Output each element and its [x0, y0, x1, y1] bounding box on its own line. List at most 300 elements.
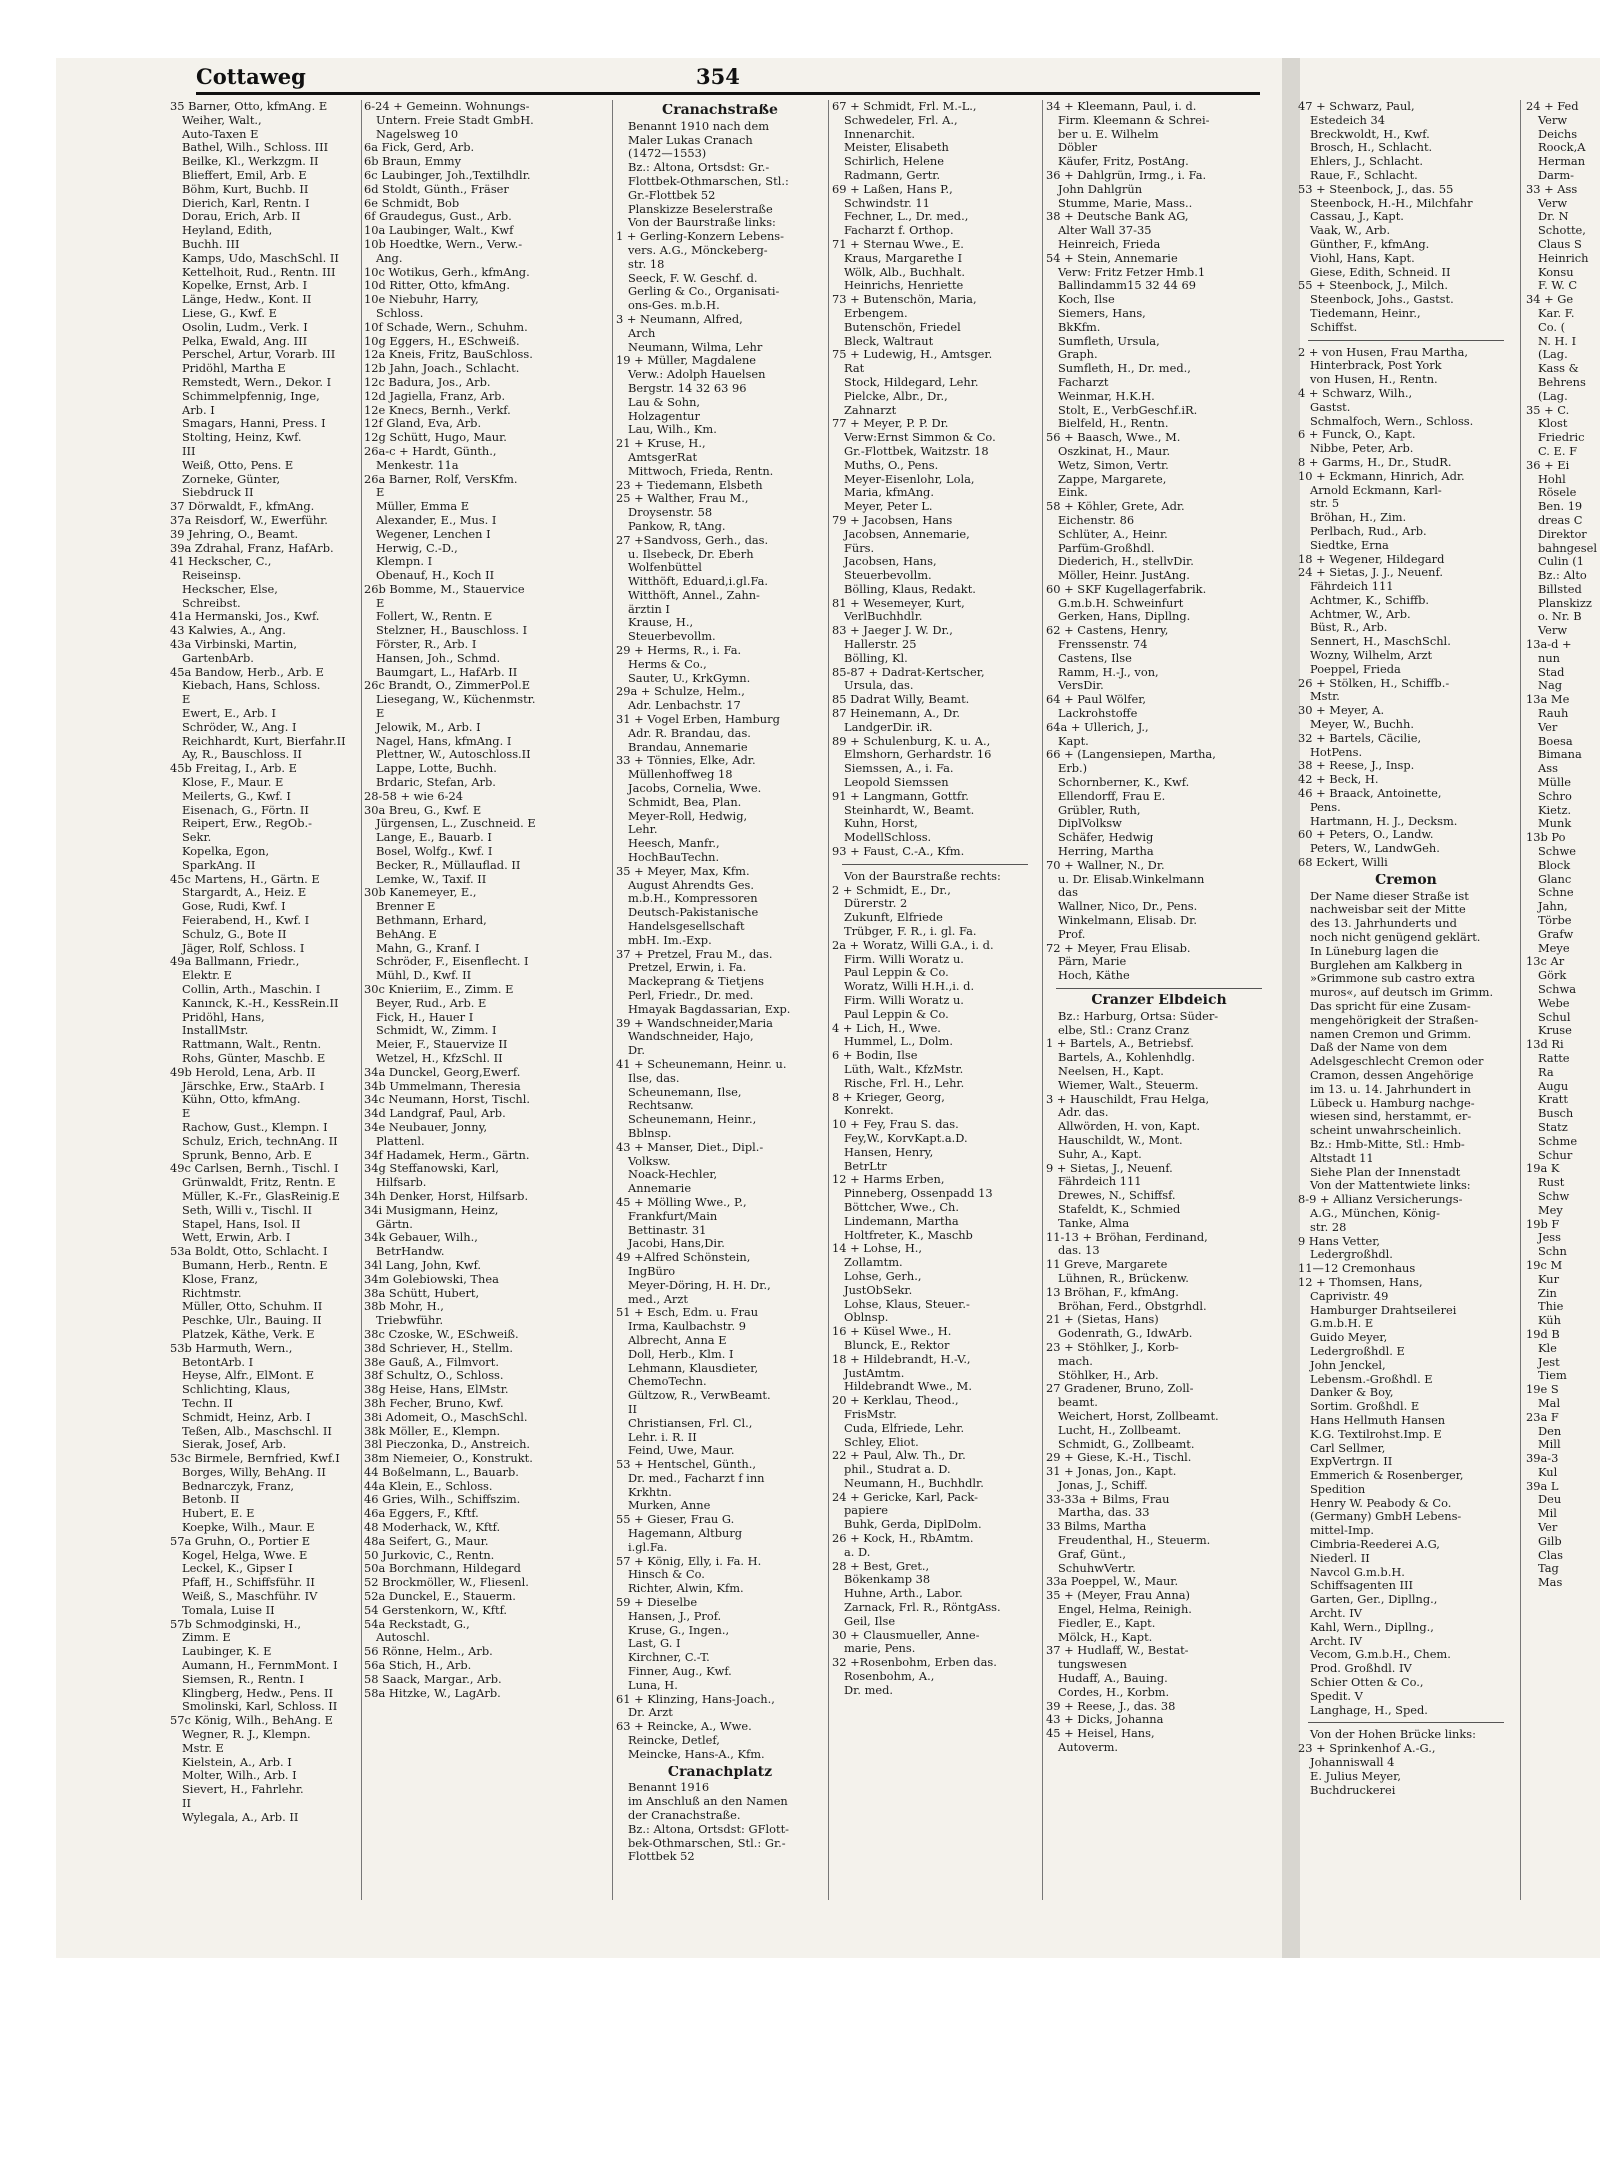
directory-entry: 29 + Herms, R., i. Fa.: [616, 644, 742, 658]
directory-entry: Feind, Uwe, Maur.: [628, 1444, 735, 1458]
directory-entry: Pinneberg, Ossenpadd 13: [844, 1187, 993, 1201]
directory-entry: Schröder, W., Ang. I: [182, 720, 297, 734]
directory-entry: Direktor: [1538, 527, 1587, 541]
directory-entry: Neumann, Wilma, Lehr: [628, 340, 763, 354]
directory-entry: Freudenthal, H., Steuerm.: [1058, 1534, 1211, 1548]
directory-entry: Nagelsweg 10: [376, 127, 459, 141]
directory-entry: Eink.: [1058, 486, 1088, 500]
page-number: 354: [696, 64, 740, 89]
directory-entry: 54a Reckstadt, G.,: [364, 1617, 470, 1631]
directory-entry: Zukunft, Elfriede: [844, 911, 943, 925]
directory-entry: Vecom, G.m.b.H., Chem.: [1310, 1648, 1451, 1662]
directory-entry: Nag: [1538, 679, 1563, 693]
directory-entry: E: [182, 1107, 191, 1121]
directory-entry: Meier, F., Stauervize II: [376, 1038, 508, 1052]
directory-entry: Webe: [1538, 996, 1570, 1010]
directory-entry: Ehlers, J., Schlacht.: [1310, 155, 1423, 169]
directory-entry: Meincke, Hans-A., Kfm.: [628, 1747, 765, 1761]
directory-entry: Buchh. III: [182, 237, 240, 251]
directory-entry: 34 + Ge: [1526, 293, 1574, 307]
directory-entry: 39 + Wandschneider,Maria: [616, 1016, 773, 1030]
directory-entry: Dorau, Erich, Arb. II: [182, 210, 301, 224]
directory-entry: 30b Kanemeyer, E.,: [364, 886, 477, 900]
directory-entry: Ilse, das.: [628, 1071, 680, 1085]
directory-entry: 12f Gland, Eva, Arb.: [364, 417, 482, 431]
directory-entry: Heinreich, Frieda: [1058, 237, 1161, 251]
directory-entry: Johanniswall 4: [1310, 1756, 1395, 1770]
directory-entry: 38i Adomeit, O., MaschSchl.: [364, 1410, 528, 1424]
directory-entry: Frenssenstr. 74: [1058, 638, 1148, 652]
directory-entry: Elmshorn, Gerhardstr. 16: [844, 748, 992, 762]
directory-entry: Siemssen, A., i. Fa.: [844, 762, 954, 776]
directory-entry: tungswesen: [1058, 1658, 1127, 1672]
directory-entry: 72 + Meyer, Frau Elisab.: [1046, 941, 1191, 955]
directory-entry: 41 Heckscher, C.,: [170, 555, 272, 569]
directory-entry: SparkAng. II: [182, 858, 256, 872]
directory-entry: Stumme, Marie, Mass..: [1058, 196, 1193, 210]
directory-entry: Jess: [1538, 1231, 1561, 1245]
directory-entry: 6 + Bodin, Ilse: [832, 1049, 918, 1063]
directory-entry: Lübeck u. Hamburg nachge-: [1310, 1096, 1475, 1110]
directory-entry: Flottbek 52: [628, 1850, 695, 1864]
directory-entry: Planskizze Beselerstraße: [628, 202, 773, 216]
directory-entry: Volksw.: [628, 1154, 671, 1168]
directory-entry: Brdaric, Stefan, Arb.: [376, 776, 496, 790]
directory-entry: Sekr.: [182, 831, 212, 845]
directory-entry: 60 + SKF Kugellagerfabrik.: [1046, 582, 1207, 596]
directory-entry: 6e Schmidt, Bob: [364, 196, 460, 210]
directory-entry: Alter Wall 37-35: [1058, 224, 1152, 238]
directory-entry: Bz.: Alto: [1538, 569, 1587, 583]
directory-entry: 43a Virbinski, Martin,: [170, 638, 297, 652]
directory-entry: 37 + Pretzel, Frau M., das.: [616, 947, 773, 961]
directory-entry: Blunck, E., Rektor: [844, 1338, 950, 1352]
directory-entry: 53 + Steenbock, J., das. 55: [1298, 182, 1454, 196]
directory-entry: 8 + Garms, H., Dr., StudR.: [1298, 455, 1452, 469]
directory-entry: Meilerts, G., Kwf. I: [182, 789, 291, 803]
directory-entry: Scheunemann, Ilse,: [628, 1085, 742, 1099]
directory-entry: Schäfer, Hedwig: [1058, 831, 1154, 845]
directory-entry: 35 + Meyer, Max, Kfm.: [616, 864, 750, 878]
directory-entry: Rat: [844, 362, 865, 376]
directory-entry: Gilb: [1538, 1534, 1562, 1548]
directory-entry: 55 + Gieser, Frau G.: [616, 1513, 735, 1527]
directory-entry: Estedeich 34: [1310, 113, 1385, 127]
directory-entry: Jürgensen, L., Zuschneid. E: [376, 817, 536, 831]
directory-entry: 38l Pieczonka, D., Anstreich.: [364, 1438, 531, 1452]
directory-entry: Collin, Arth., Maschin. I: [182, 983, 321, 996]
directory-entry: Albrecht, Anna E: [628, 1333, 727, 1347]
directory-entry: Peters, W., LandwGeh.: [1310, 842, 1440, 856]
directory-entry: Schme: [1538, 1134, 1578, 1148]
directory-entry: Facharzt f. Orthop.: [844, 224, 954, 238]
directory-entry: Thie: [1538, 1300, 1564, 1314]
directory-entry: Dr. N: [1538, 210, 1569, 224]
directory-entry: 37 + Hudlaff, W., Bestat-: [1046, 1644, 1189, 1658]
directory-entry: »Grimmone sub castro extra: [1310, 972, 1475, 986]
directory-entry: Weinmar, H.K.H.: [1058, 389, 1155, 403]
directory-entry: ChemoTechn.: [628, 1375, 707, 1389]
directory-entry: Klost: [1538, 417, 1568, 431]
directory-entry: 87 Heinemann, A., Dr.: [832, 707, 961, 721]
directory-entry: 35 + (Meyer, Frau Anna): [1046, 1589, 1190, 1603]
directory-entry: 33a Poeppel, W., Maur.: [1046, 1575, 1179, 1589]
directory-entry: Mil: [1538, 1507, 1557, 1521]
directory-entry: Suhr, A., Kapt.: [1058, 1147, 1142, 1161]
directory-entry: Langhage, H., Sped.: [1310, 1703, 1428, 1717]
directory-entry: 13a-d +: [1526, 638, 1572, 652]
directory-entry: Drewes, N., Schiffsf.: [1058, 1189, 1176, 1203]
directory-entry: Oszkinat, H., Maur.: [1058, 444, 1171, 458]
directory-entry: 10 + Fey, Frau S. das.: [832, 1118, 959, 1132]
directory-entry: Christiansen, Frl. Cl.,: [628, 1416, 753, 1430]
directory-entry: 19b F: [1526, 1217, 1560, 1231]
directory-entry: Sprunk, Benno, Arb. E: [182, 1148, 312, 1162]
directory-entry: 67 + Schmidt, Frl. M.-L.,: [832, 100, 977, 113]
directory-entry: 12b Jahn, Joach., Schlacht.: [364, 362, 520, 376]
directory-entry: Witthöft, Annel., Zahn-: [628, 588, 760, 602]
directory-entry: 56a Stich, H., Arb.: [364, 1659, 472, 1673]
directory-entry: 19e S: [1526, 1383, 1559, 1397]
directory-entry: ExpVertrgn. II: [1310, 1455, 1393, 1469]
directory-entry: 69 + Laßen, Hans P.,: [832, 182, 953, 196]
directory-entry: Ra: [1538, 1065, 1554, 1079]
directory-entry: Kass &: [1538, 362, 1579, 376]
directory-entry: Dr. Arzt: [628, 1706, 673, 1720]
directory-entry: 34f Hadamek, Herm., Gärtn.: [364, 1148, 530, 1162]
directory-entry: Kühn, Otto, kfmAng.: [182, 1093, 301, 1107]
directory-entry: mengehörigkeit der Straßen-: [1310, 1013, 1479, 1027]
directory-entry: 60 + Peters, O., Landw.: [1298, 828, 1434, 842]
directory-entry: Seeck, F. W. Geschf. d.: [628, 271, 758, 285]
directory-entry: Rische, Frl. H., Lehr.: [844, 1076, 965, 1090]
directory-entry: Bednarczyk, Franz,: [182, 1479, 295, 1493]
directory-entry: Deu: [1538, 1493, 1562, 1507]
directory-entry: Rohs, Günter, Maschb. E: [182, 1051, 326, 1065]
directory-entry: o. Nr. B: [1538, 610, 1582, 624]
directory-entry: Grünwaldt, Fritz, Rentn. E: [182, 1176, 336, 1190]
directory-entry: 47 + Schwarz, Paul,: [1298, 100, 1415, 113]
directory-entry: Heyse, Alfr., ElMont. E: [182, 1369, 315, 1383]
directory-entry: Perl, Friedr., Dr. med.: [628, 989, 754, 1002]
directory-entry: 23 + Stöhlker, J., Korb-: [1046, 1340, 1179, 1354]
column-divider: [828, 100, 829, 1900]
directory-entry: 21 + (Sietas, Hans): [1046, 1313, 1159, 1327]
directory-entry: 12 + Harms Erben,: [832, 1173, 945, 1187]
directory-entry: Last, G. I: [628, 1637, 681, 1651]
directory-entry: Hartmann, H. J., Decksm.: [1310, 814, 1458, 828]
directory-entry: Brenner E: [376, 900, 436, 914]
directory-entry: 13b Po: [1526, 831, 1566, 845]
directory-entry: Perschel, Artur, Vorarb. III: [182, 348, 336, 362]
directory-entry: Hansen, J., Prof.: [628, 1609, 722, 1623]
directory-entry: (1472—1553): [628, 147, 707, 161]
directory-entry: 48a Seifert, G., Maur.: [364, 1534, 489, 1548]
section-divider: [1308, 340, 1504, 341]
column-divider: [361, 100, 362, 1900]
directory-entry: Schwedeler, Frl. A.,: [844, 113, 958, 127]
directory-entry: Butenschön, Friedel: [844, 320, 961, 334]
directory-entry: 45a Bandow, Herb., Arb. E: [170, 665, 324, 679]
directory-entry: Cimbria-Reederei A.G,: [1310, 1538, 1440, 1552]
directory-entry: Bz.: Altona, Ortsdst: Gr.-: [628, 161, 770, 175]
directory-entry: Clas: [1538, 1548, 1563, 1562]
directory-entry: Klempn. I: [376, 555, 433, 569]
directory-entry: 10a Laubinger, Walt., Kwf: [364, 224, 514, 238]
directory-entry: Becker, R., Müllauflad. II: [376, 858, 521, 872]
directory-entry: Von der Mattentwiete links:: [1310, 1179, 1471, 1193]
directory-entry: 53b Harmuth, Wern.,: [170, 1341, 293, 1355]
column-5: [1046, 100, 1272, 1755]
directory-entry: 28-58 + wie 6-24: [364, 789, 463, 803]
directory-entry: 13c Ar: [1526, 955, 1565, 969]
directory-entry: Steinhardt, W., Beamt.: [844, 803, 975, 817]
directory-entry: Viohl, Hans, Kapt.: [1310, 251, 1415, 265]
directory-entry: Handelsgesellschaft: [628, 920, 745, 934]
directory-entry: Kanınck, K.-H., KessRein.II: [182, 996, 339, 1010]
directory-entry: 34k Gebauer, Wilh.,: [364, 1231, 478, 1245]
directory-entry: 41 + Scheunemann, Heinr. u.: [616, 1057, 787, 1071]
directory-entry: 34l Lang, John, Kwf.: [364, 1258, 482, 1272]
directory-entry: 64a + Ullerich, J.,: [1046, 720, 1149, 734]
directory-entry: Müllenhoffweg 18: [628, 768, 733, 782]
directory-entry: 23 + Sprinkenhof A.-G.,: [1298, 1742, 1436, 1756]
directory-entry: bahngesel: [1538, 541, 1598, 555]
directory-entry: Gr.-Flottbek 52: [628, 188, 716, 202]
directory-entry: 73 + Butenschön, Maria,: [832, 293, 977, 307]
directory-entry: 63 + Reincke, A., Wwe.: [616, 1720, 752, 1734]
directory-entry: Remstedt, Wern., Dekor. I: [182, 375, 332, 389]
directory-entry: Schröder, F., Eisenflecht. I: [376, 955, 529, 969]
directory-entry: das. 13: [1058, 1244, 1100, 1258]
directory-entry: Ang.: [376, 251, 403, 265]
directory-entry: Rösele: [1538, 486, 1577, 500]
directory-entry: Spedit. V: [1310, 1689, 1363, 1703]
directory-entry: Sennert, H., MaschSchl.: [1310, 635, 1451, 649]
directory-entry: (Germany) GmbH Lebens-: [1310, 1510, 1462, 1524]
directory-entry: Kopelka, Egon,: [182, 845, 270, 859]
header-rule: [196, 92, 1260, 95]
directory-entry: Kratt: [1538, 1093, 1568, 1107]
directory-entry: Liesegang, W., Küchenmstr.: [376, 693, 536, 707]
directory-entry: Hamburger Drahtseilerei: [1310, 1303, 1457, 1317]
directory-entry: Prof.: [1058, 927, 1086, 941]
directory-entry: Schwe: [1538, 845, 1577, 859]
directory-entry: 19a K: [1526, 1162, 1560, 1176]
directory-entry: 77 + Meyer, P. P. Dr.: [832, 417, 949, 431]
directory-entry: BkKfm.: [1058, 320, 1101, 334]
directory-entry: Dürerstr. 2: [844, 897, 908, 911]
directory-entry: Perlbach, Rud., Arb.: [1310, 524, 1427, 538]
section-divider: [1056, 988, 1262, 989]
column-divider: [1520, 100, 1521, 1900]
directory-entry: Lehr. i. R. II: [628, 1430, 697, 1444]
directory-entry: John Jenckel,: [1310, 1358, 1386, 1372]
directory-entry: Paul Leppin & Co.: [844, 966, 949, 980]
directory-entry: Schimmelpfennig, Inge,: [182, 389, 320, 403]
directory-entry: Eichenstr. 86: [1058, 513, 1135, 527]
directory-entry: 38e Gauß, A., Filmvort.: [364, 1355, 499, 1369]
directory-entry: In Lüneburg lagen die: [1310, 944, 1439, 958]
directory-entry: Pens.: [1310, 800, 1341, 814]
next-page-fragments: [1526, 100, 1600, 1590]
directory-entry: str. 28: [1310, 1220, 1347, 1234]
directory-entry: Pridöhl, Martha E: [182, 362, 286, 376]
directory-entry: 71 + Sternau Wwe., E.: [832, 237, 964, 251]
directory-entry: Burglehen am Kalkberg in: [1310, 958, 1463, 972]
directory-entry: DiplVolksw: [1058, 817, 1122, 831]
directory-entry: Mölck, H., Kapt.: [1058, 1630, 1153, 1644]
directory-entry: Schley, Eliot.: [844, 1435, 919, 1449]
directory-entry: Kettelhoit, Rud., Rentn. III: [182, 265, 336, 279]
directory-entry: 30 + Clausmueller, Anne-: [832, 1628, 980, 1642]
directory-entry: Richter, Alwin, Kfm.: [628, 1582, 744, 1596]
directory-entry: Reipert, Erw., RegOb.-: [182, 817, 312, 831]
directory-entry: 10e Niebuhr, Harry,: [364, 293, 479, 307]
directory-entry: Hansen, Joh., Schmd.: [376, 651, 501, 665]
directory-entry: Kogel, Helga, Wwe. E: [182, 1548, 308, 1562]
directory-entry: Benannt 1910 nach dem: [628, 119, 770, 133]
directory-entry: Kielstein, A., Arb. I: [182, 1755, 292, 1769]
directory-entry: Arb. I: [182, 403, 215, 417]
directory-entry: Alexander, E., Mus. I: [376, 513, 497, 527]
directory-entry: 16 + Küsel Wwe., H.: [832, 1325, 952, 1339]
directory-entry: Ballindamm15 32 44 69: [1058, 279, 1196, 293]
directory-entry: Schne: [1538, 886, 1574, 900]
directory-entry: Kapt.: [1058, 734, 1089, 748]
directory-entry: Laubinger, K. E: [182, 1645, 272, 1659]
directory-entry: 29a + Schulze, Helm.,: [616, 685, 745, 699]
directory-entry: 38b Mohr, H.,: [364, 1300, 444, 1314]
directory-entry: Zin: [1538, 1286, 1557, 1300]
directory-entry: Deutsch-Pakistanische: [628, 906, 759, 920]
directory-entry: 35 Barner, Otto, kfmAng. E: [170, 100, 328, 113]
directory-entry: AmtsgerRat: [628, 450, 698, 464]
directory-entry: Tiem: [1538, 1369, 1567, 1383]
directory-entry: Maler Lukas Cranach: [628, 133, 753, 147]
directory-entry: Hallerstr. 25: [844, 638, 917, 652]
directory-entry: Schn: [1538, 1245, 1567, 1259]
directory-entry: Plattenl.: [376, 1134, 425, 1148]
directory-entry: Schro: [1538, 789, 1572, 803]
directory-entry: u. Dr. Elisab.Winkelmann: [1058, 872, 1205, 886]
directory-entry: 58 Saack, Margar., Arb.: [364, 1672, 502, 1686]
directory-entry: John Dahlgrün: [1058, 182, 1143, 196]
directory-entry: Steenbock, Johs., Gastst.: [1310, 293, 1454, 307]
directory-entry: 38 + Deutsche Bank AG,: [1046, 210, 1189, 224]
directory-entry: Hubert, E. E: [182, 1507, 255, 1521]
directory-entry: 38h Fecher, Bruno, Kwf.: [364, 1396, 504, 1410]
directory-entry: Schlichting, Klaus,: [182, 1383, 291, 1397]
directory-entry: Schmidt, W., Zimm. I: [376, 1024, 497, 1038]
column-divider: [612, 100, 613, 1900]
directory-entry: Tag: [1538, 1562, 1559, 1576]
directory-entry: Ewert, E., Arb. I: [182, 707, 276, 721]
directory-entry: Hoch, Käthe: [1058, 969, 1130, 983]
directory-entry: Wylegala, A., Arb. II: [182, 1810, 299, 1824]
directory-entry: Techn. II: [182, 1396, 233, 1410]
directory-entry: Schulz, Erich, technAng. II: [182, 1134, 338, 1148]
directory-entry: Schulz, G., Bote II: [182, 927, 287, 941]
directory-entry: Klose, Franz,: [182, 1272, 258, 1286]
directory-entry: Jäger, Rolf, Schloss. I: [182, 941, 305, 955]
directory-entry: Sortim. Großhdl. E: [1310, 1400, 1420, 1414]
directory-entry: nachweisbar seit der Mitte: [1310, 903, 1466, 917]
directory-entry: Kur: [1538, 1272, 1560, 1286]
directory-entry: noch nicht genügend geklärt.: [1310, 931, 1481, 945]
directory-entry: Ellendorff, Frau E.: [1058, 789, 1166, 803]
directory-entry: 57b Schmodginski, H.,: [170, 1617, 301, 1631]
directory-entry: Beilke, Kl., Werkzgm. II: [182, 155, 319, 169]
directory-entry: Förster, R., Arb. I: [376, 638, 477, 652]
directory-entry: Leopold Siemssen: [844, 776, 949, 790]
directory-entry: Vaak, W., Arb.: [1310, 224, 1391, 238]
directory-entry: 12c Badura, Jos., Arb.: [364, 375, 491, 389]
directory-entry: Bz.: Hmb-Mitte, Stl.: Hmb-: [1310, 1137, 1465, 1151]
directory-entry: 29 + Giese, K.-H., Tischl.: [1046, 1451, 1192, 1465]
directory-entry: 10d Ritter, Otto, kfmAng.: [364, 279, 510, 293]
directory-entry: Hmayak Bagdassarian, Exp.: [628, 1002, 791, 1016]
directory-entry: Adr. Lenbachstr. 17: [628, 699, 741, 713]
directory-entry: 45c Martens, H., Gärtn. E: [170, 872, 320, 886]
directory-entry: Lange, E., Bauarb. I: [376, 831, 492, 845]
directory-entry: Pretzel, Erwin, i. Fa.: [628, 961, 747, 975]
directory-entry: Wegner, R. J., Klempn.: [182, 1728, 311, 1742]
directory-entry: 34i Musigmann, Heinz,: [364, 1203, 499, 1217]
directory-entry: 38d Schriever, H., Stellm.: [364, 1341, 513, 1355]
directory-entry: 54 Gerstenkorn, W., Kftf.: [364, 1603, 507, 1617]
directory-entry: 26 + Stölken, H., Schiffb.-: [1298, 676, 1450, 690]
directory-entry: 39 Jehring, O., Beamt.: [170, 527, 299, 541]
directory-entry: Steuerbevollm.: [844, 569, 932, 583]
directory-entry: Co. (: [1538, 320, 1566, 334]
directory-entry: IngBüro: [628, 1264, 676, 1278]
directory-entry: N. H. I: [1538, 334, 1577, 348]
directory-entry: Achtmer, K., Schiffb.: [1310, 593, 1430, 607]
directory-entry: beamt.: [1058, 1396, 1098, 1410]
directory-entry: Kirchner, C.-T.: [628, 1651, 710, 1665]
directory-entry: 30c Knieriim, E., Zimm. E: [364, 983, 514, 996]
directory-entry: Bergstr. 14 32 63 96: [628, 381, 747, 395]
directory-entry: Garten, Ger., Dipllng.,: [1310, 1593, 1438, 1607]
directory-entry: 32 + Bartels, Cäcilie,: [1298, 731, 1422, 745]
directory-entry: 46a Eggers, F., Kftf.: [364, 1507, 479, 1521]
directory-entry: 39a L: [1526, 1479, 1559, 1493]
directory-entry: Wolfenbüttel: [628, 561, 702, 575]
directory-entry: 45 + Mölling Wwe., P.,: [616, 1195, 747, 1209]
directory-entry: Hinsch & Co.: [628, 1568, 705, 1582]
directory-entry: Wett, Erwin, Arb. I: [182, 1231, 291, 1245]
directory-entry: Stargardt, A., Heiz. E: [182, 886, 307, 900]
directory-entry: Boesa: [1538, 734, 1573, 748]
directory-entry: 38m Niemeier, O., Konstrukt.: [364, 1452, 533, 1466]
directory-entry: Zappe, Margarete,: [1058, 472, 1167, 486]
directory-entry: Konsu: [1538, 265, 1574, 279]
directory-entry: Munk: [1538, 817, 1572, 831]
directory-entry: Guido Meyer,: [1310, 1331, 1388, 1345]
directory-entry: 49 +Alfred Schönstein,: [616, 1251, 751, 1265]
directory-entry: Rauh: [1538, 707, 1569, 721]
directory-entry: Pärn, Marie: [1058, 955, 1127, 969]
directory-entry: 8-9 + Allianz Versicherungs-: [1298, 1193, 1463, 1207]
directory-entry: muros«, auf deutsch im Grimm.: [1310, 986, 1494, 1000]
directory-entry: Der Name dieser Straße ist: [1310, 889, 1469, 903]
directory-entry: 6b Braun, Emmy: [364, 155, 462, 169]
directory-entry: Hans Hellmuth Hansen: [1310, 1413, 1446, 1427]
directory-entry: Lohse, Gerh.,: [844, 1269, 922, 1283]
directory-entry: Lucht, H., Zollbeamt.: [1058, 1423, 1182, 1437]
directory-entry: E: [376, 707, 385, 721]
